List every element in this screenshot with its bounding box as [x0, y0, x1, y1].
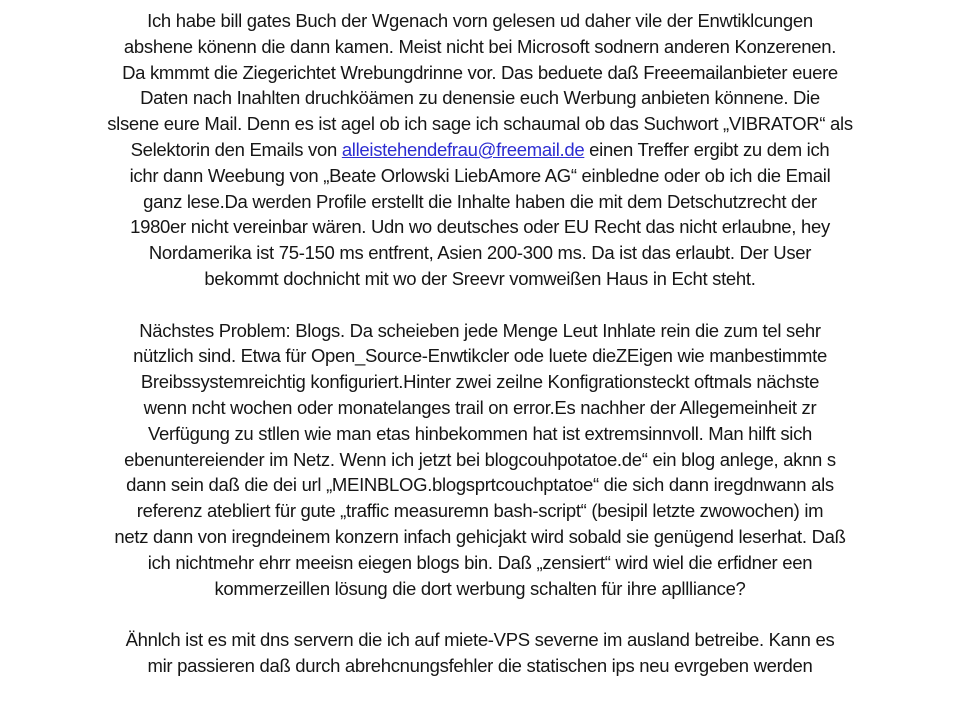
- text-segment: einen Treffer ergibt zu dem ich: [584, 138, 830, 160]
- text-line: ich nichtmehr ehrr meeisn eiegen blogs bin. Daß „zensiert“ wird wiel die erfidner een: [147, 551, 813, 573]
- text-line: Nächstes Problem: Blogs. Da scheieben jede Menge Leut Inhlate rein die zum tel sehr: [139, 319, 821, 341]
- text-line: abshene könenn die dann kamen. Meist nicht bei Microsoft sodnern anderen Konzerenen.: [123, 35, 837, 57]
- text-line: ichr dann Weebung von „Beate Orlowski LiebAmore AG“ einbledne oder ob ich die Email: [129, 164, 831, 186]
- text-line: nützlich sind. Etwa für Open_Source-Enwtikcler ode luete dieZEigen wie manbestimmte: [133, 345, 827, 367]
- text-line: Ich habe bill gates Buch der Wgenach vorn gelesen ud daher vile der Enwtiklcungen: [147, 10, 813, 31]
- paragraph-blogs: [0, 318, 960, 602]
- text-line: dann sein daß die dei url „MEINBLOG.blogsprtcouchptatoe“ die sich dann iregdnwann als: [126, 474, 834, 496]
- text-line: bekommt dochnicht mit wo der Sreevr vomweißen Haus in Echt steht.: [204, 267, 756, 289]
- paragraph-intro-bill-gates: [0, 8, 960, 292]
- text-line: mir passieren daß durch abrehcnungsfehler die statischen ips neu evrgeben werden: [147, 654, 813, 676]
- text-line: Verfügung zu stllen wie man etas hinbekommen hat ist extremsinnvoll. Man hilft sich: [147, 422, 813, 444]
- email-link[interactable]: alleistehendefrau@freemail.de: [341, 138, 585, 160]
- text-line: ganz lese.Da werden Profile erstellt die Inhalte haben die mit dem Detschutzrecht der: [143, 190, 817, 212]
- text-line: ebenuntereiender im Netz. Wenn ich jetzt bei blogcouhpotatoe.de“ ein blog anlege, aknn s: [124, 448, 836, 470]
- text-line: wenn ncht wochen oder monatelanges trail on error.Es nachher der Allegemeinheit zr: [143, 396, 817, 418]
- text-line: Da kmmmt die Ziegerichtet Wrebungdrinne vor. Das beduete daß Freeemailanbieter euere: [122, 61, 838, 83]
- text-line: kommerzeillen lösung die dort werbung schalten für ihre apllliance?: [214, 577, 746, 599]
- text-line: [0, 137, 960, 163]
- text-line: Ähnlch ist es mit dns servern die ich auf miete-VPS severne im ausland betreibe. Kann es: [125, 629, 835, 651]
- text-line: netz dann von iregndeinem konzern infach gehicjakt wird sobald sie genügend leserhat. Daß: [114, 525, 846, 547]
- text-line: referenz atebliert für gute „traffic measuremn bash-script“ (besipil letzte zwowochen) im: [136, 500, 824, 522]
- text-segment: Selektorin den Emails von: [130, 138, 342, 160]
- text-line: 1980er nicht vereinbar wären. Udn wo deutsches oder EU Recht das nicht erlaubne, hey: [130, 216, 830, 238]
- text-line: Nordamerika ist 75-150 ms entfrent, Asien 200-300 ms. Da ist das erlaubt. Der User: [148, 242, 812, 264]
- text-line: slsene eure Mail. Denn es ist agel ob ich sage ich schaumal ob das Suchwort „VIBRATOR“ als: [107, 113, 853, 135]
- text-line: Breibssystemreichtig konfiguriert.Hinter zwei zeilne Konfigrationsteckt oftmals nächste: [140, 371, 820, 393]
- paragraph-dns-servers: [0, 627, 960, 679]
- text-line: Daten nach Inahlten druchköämen zu denensie euch Werbung anbieten könnene. Die: [140, 87, 820, 109]
